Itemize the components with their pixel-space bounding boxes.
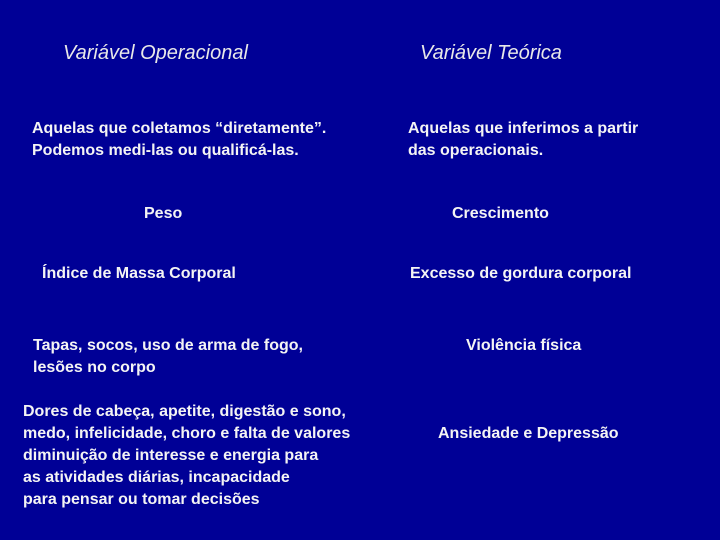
operational-definition: Aquelas que coletamos “diretamente”. Podemos medi-las ou qualificá-las. bbox=[32, 120, 327, 159]
theoretical-example-body-fat: Excesso de gordura corporal bbox=[410, 265, 632, 282]
theoretical-example-growth: Crescimento bbox=[452, 205, 549, 222]
operational-example-weight: Peso bbox=[144, 205, 183, 222]
operational-example-symptoms: Dores de cabeça, apetite, digestão e sono, medo, infelicidade, choro e falta de valores diminuição de interesse e energia para as atividades diárias, incapacidade para pensar ou tomar decisões bbox=[23, 403, 351, 508]
operational-variable-heading: Variável Operacional bbox=[63, 42, 248, 64]
theoretical-definition: Aquelas que inferimos a partir das operacionais. bbox=[408, 120, 639, 159]
theoretical-example-physical-violence: Violência física bbox=[466, 337, 582, 354]
operational-example-physical-aggression: Tapas, socos, uso de arma de fogo, lesões no corpo bbox=[33, 337, 303, 376]
theoretical-example-anxiety-depression: Ansiedade e Depressão bbox=[438, 425, 619, 442]
theoretical-variable-heading: Variável Teórica bbox=[420, 42, 562, 64]
operational-example-bmi: Índice de Massa Corporal bbox=[42, 265, 236, 282]
